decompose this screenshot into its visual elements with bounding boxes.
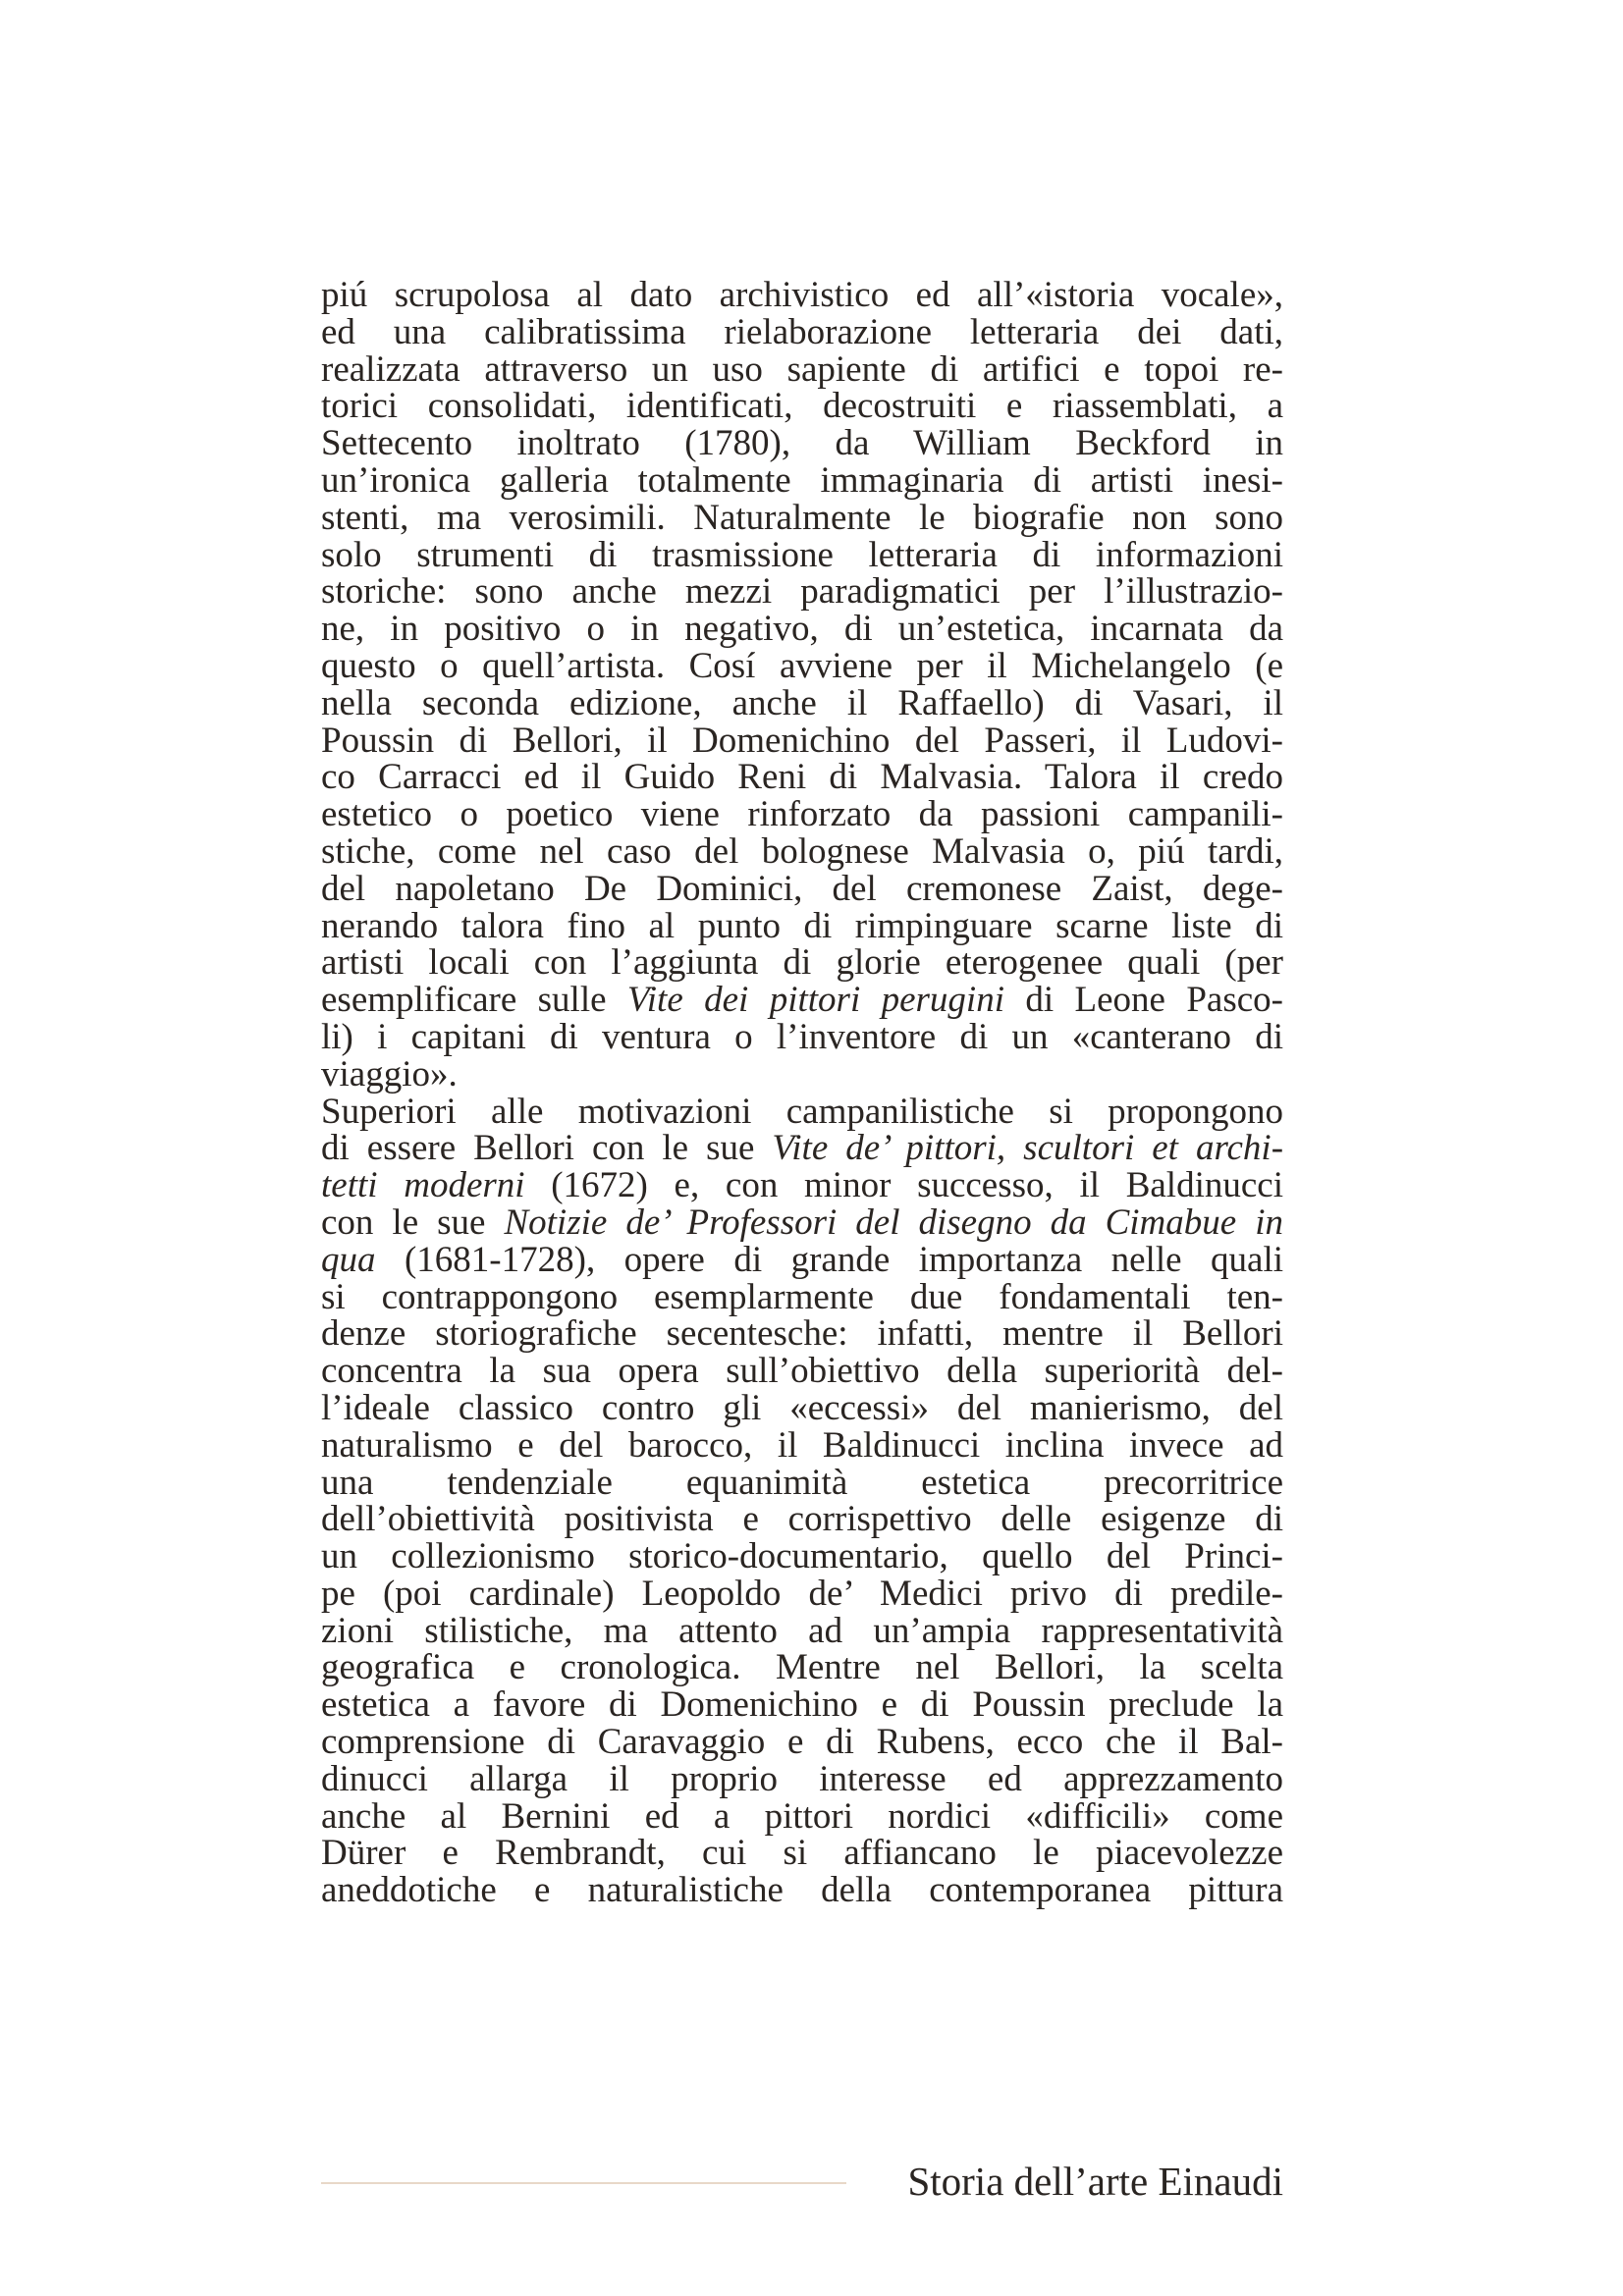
text-run: Settecento inoltrato (1780), da William Beckford in xyxy=(321,423,1283,464)
text-run: denze storiografiche secentesche: infatti, mentre il Bellori xyxy=(321,1313,1283,1355)
text-run: ed una calibratissima rielaborazione letteraria dei dati, xyxy=(321,311,1283,352)
text-line xyxy=(321,311,1283,352)
text-run: anche al Bernini ed a pittori nordici «difficili» come xyxy=(321,1795,1283,1837)
text-line xyxy=(321,645,1283,686)
text-line xyxy=(321,277,1283,314)
text-run: artisti locali con l’aggiunta di glorie eterogenee quali (per xyxy=(321,942,1283,984)
text-line xyxy=(321,1315,1283,1353)
text-line xyxy=(321,982,1283,1019)
text-line xyxy=(321,1130,1283,1167)
text-run: questo o quell’artista. Cosí avviene per il Michelangelo (e xyxy=(321,645,1283,686)
text-run: estetico o poetico viene rinforzato da passioni campanili- xyxy=(321,794,1283,835)
text-run: di essere Bellori con le sue xyxy=(321,1128,773,1169)
text-run: comprensione di Caravaggio e di Rubens, ecco che il Bal- xyxy=(321,1722,1283,1763)
text-run: esemplificare sulle xyxy=(321,980,627,1021)
text-run: Dürer e Rembrandt, cui si affiancano le piacevolezze xyxy=(321,1833,1283,1874)
text-run: ne, in positivo o in negativo, di un’estetica, incarnata da xyxy=(321,609,1283,650)
text-line xyxy=(321,759,1283,796)
text-run: pe (poi cardinale) Leopoldo de’ Medici privo di predile- xyxy=(321,1573,1283,1614)
text-line xyxy=(321,611,1283,648)
text-line xyxy=(321,1091,1283,1132)
footer-title: Storia dell’arte Einaudi xyxy=(907,2159,1283,2204)
text-run: dinucci allarga il proprio interesse ed apprezzamento xyxy=(321,1758,1283,1799)
text-line xyxy=(321,1610,1283,1651)
text-run: un collezionismo storico-documentario, quello del Princi- xyxy=(321,1536,1283,1577)
text-run: Poussin di Bellori, il Domenichino del Passeri, il Ludovi- xyxy=(321,720,1283,761)
text-line xyxy=(321,905,1283,946)
text-run: li) i capitani di ventura o l’inventore di un «canterano di xyxy=(321,1016,1283,1057)
text-line xyxy=(321,1795,1283,1837)
text-run: Superiori alle motivazioni campanilistiche si propongono xyxy=(321,1091,1283,1132)
text-line xyxy=(321,1239,1283,1280)
text-line xyxy=(321,1686,1283,1724)
text-line xyxy=(321,1053,1283,1095)
body-text xyxy=(321,277,1283,1909)
text-run: realizzata attraverso un uso sapiente di artifici e topoi re- xyxy=(321,348,1283,390)
text-line xyxy=(321,830,1283,872)
text-run: l’ideale classico contro gli «eccessi» del manierismo, del xyxy=(321,1387,1283,1428)
text-line xyxy=(321,1016,1283,1057)
text-run: (1672) e, con minor successo, il Baldinucci xyxy=(524,1165,1283,1206)
text-line xyxy=(321,796,1283,833)
italic-title: Notizie de’ Professori del disegno da Cimabue in xyxy=(504,1201,1283,1243)
text-run: dell’obiettività positivista e corrispettivo delle esigenze di xyxy=(321,1499,1283,1540)
text-run: concentra la sua opera sull’obiettivo della superiorità del- xyxy=(321,1351,1283,1392)
text-run: zioni stilistiche, ma attento ad un’ampia rappresentatività xyxy=(321,1610,1283,1651)
text-run: del napoletano De Dominici, del cremonese Zaist, dege- xyxy=(321,868,1283,909)
text-line xyxy=(321,497,1283,538)
text-line xyxy=(321,1462,1283,1503)
text-line xyxy=(321,1538,1283,1575)
text-line xyxy=(321,388,1283,425)
text-run: aneddotiche e naturalistiche della contemporanea pittura xyxy=(321,1870,1283,1911)
text-line xyxy=(321,944,1283,982)
text-line xyxy=(321,1387,1283,1428)
text-run: con le sue xyxy=(321,1201,505,1243)
text-line xyxy=(321,1649,1283,1686)
text-line xyxy=(321,348,1283,390)
text-line xyxy=(321,1501,1283,1538)
text-run: viaggio». xyxy=(321,1053,458,1095)
text-line xyxy=(321,1872,1283,1909)
text-run: un’ironica galleria totalmente immaginaria di artisti inesi- xyxy=(321,459,1283,501)
text-line xyxy=(321,573,1283,611)
text-line xyxy=(321,682,1283,723)
text-line xyxy=(321,1758,1283,1799)
text-line xyxy=(321,868,1283,909)
text-run: nerando talora fino al punto di rimpinguare scarne liste di xyxy=(321,905,1283,946)
italic-title: qua xyxy=(321,1239,376,1280)
text-run: si contrappongono esemplarmente due fondamentali ten- xyxy=(321,1276,1283,1317)
text-line xyxy=(321,1201,1283,1243)
text-run: stiche, come nel caso del bolognese Malvasia o, piú tardi, xyxy=(321,830,1283,872)
text-run: (1681-1728), opere di grande importanza nelle quali xyxy=(375,1239,1283,1280)
text-line xyxy=(321,722,1283,760)
italic-title: tetti moderni xyxy=(321,1165,525,1206)
text-run: una tendenziale equanimità estetica precorritrice xyxy=(321,1462,1283,1503)
text-line xyxy=(321,1424,1283,1466)
italic-title: Vite de’ pittori, scultori et archi- xyxy=(772,1128,1284,1169)
text-run: storiche: sono anche mezzi paradigmatici per l’illustrazio- xyxy=(321,571,1283,613)
text-line xyxy=(321,1167,1283,1204)
text-line xyxy=(321,1575,1283,1613)
text-run: di Leone Pasco- xyxy=(1004,980,1283,1021)
text-line xyxy=(321,425,1283,462)
text-line xyxy=(321,1353,1283,1390)
text-run: piú scrupolosa al dato archivistico ed all’«istoria vocale», xyxy=(321,275,1283,315)
text-run: estetica a favore di Domenichino e di Poussin preclude la xyxy=(321,1684,1283,1726)
text-line xyxy=(321,1276,1283,1317)
text-line xyxy=(321,534,1283,575)
text-run: stenti, ma verosimili. Naturalmente le biografie non sono xyxy=(321,497,1283,538)
text-line xyxy=(321,1835,1283,1872)
text-run: co Carracci ed il Guido Reni di Malvasia. Talora il credo xyxy=(321,757,1283,798)
text-run: naturalismo e del barocco, il Baldinucci inclina invece ad xyxy=(321,1424,1283,1466)
text-run: nella seconda edizione, anche il Raffaello) di Vasari, il xyxy=(321,682,1283,723)
text-line xyxy=(321,459,1283,501)
text-run: torici consolidati, identificati, decostruiti e riassemblati, a xyxy=(321,386,1283,427)
italic-title: Vite dei pittori perugini xyxy=(626,980,1004,1021)
text-run: solo strumenti di trasmissione letteraria di informazioni xyxy=(321,534,1283,575)
text-run: geografica e cronologica. Mentre nel Bellori, la scelta xyxy=(321,1647,1283,1688)
footer-rule xyxy=(321,2182,846,2184)
text-line xyxy=(321,1724,1283,1761)
